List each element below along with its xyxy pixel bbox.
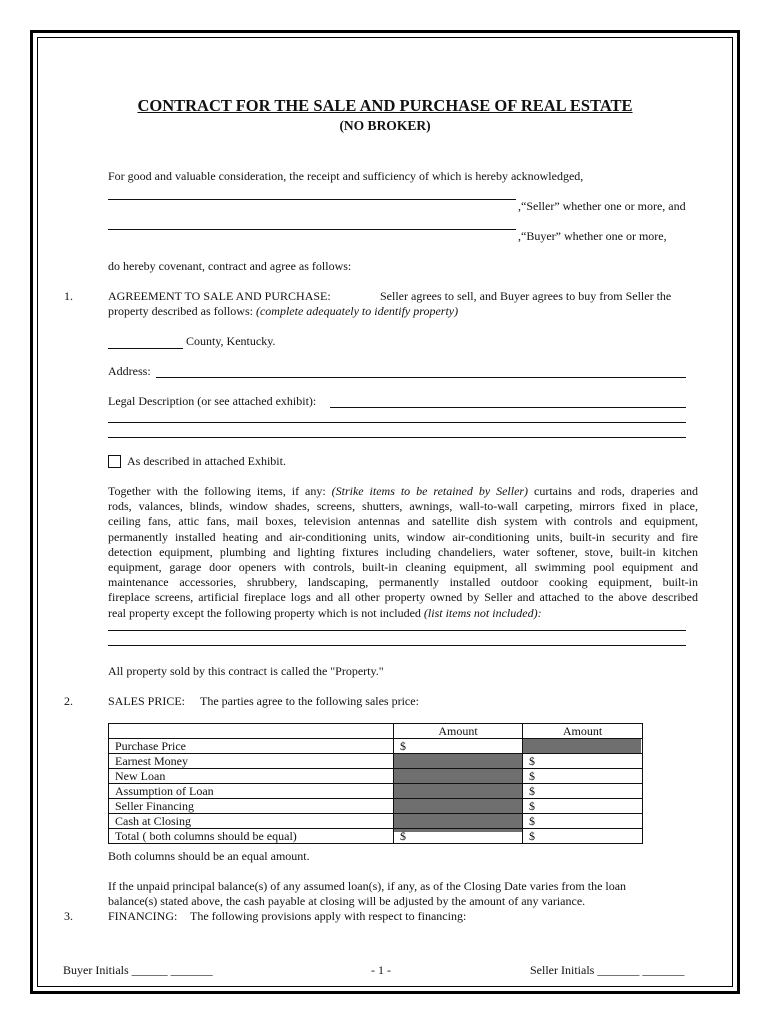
- table-row: [109, 799, 643, 814]
- buyer-label: ,“Buyer” whether one or more,: [518, 229, 667, 243]
- new-loan-amount[interactable]: $: [523, 769, 643, 784]
- strike-items-instruction: (Strike items to be retained by Seller): [331, 484, 529, 498]
- items-line-1c: curtains and rods, draperies and: [528, 484, 698, 498]
- items-line-1: [108, 484, 698, 499]
- section-1-line2: [108, 304, 458, 319]
- section-1-heading: AGREEMENT TO SALE AND PURCHASE:: [108, 289, 331, 303]
- exhibit-checkbox[interactable]: [108, 455, 121, 468]
- table-row: [109, 814, 643, 829]
- intro-text: For good and valuable consideration, the receipt and sufficiency of which is hereby acknowledged,: [108, 169, 584, 183]
- legal-description-label: Legal Description (or see attached exhibit):: [108, 394, 317, 408]
- document-title: CONTRACT FOR THE SALE AND PURCHASE OF REAL ESTATE: [137, 96, 633, 115]
- items-line-4: permanently installed heating and air-conditioning units, window air-conditioning units, built-in security and fire: [108, 529, 698, 544]
- seller-label: ,“Seller” whether one or more, and: [518, 199, 686, 213]
- county-label: County, Kentucky.: [186, 334, 276, 348]
- earnest-money-amount[interactable]: $: [523, 754, 643, 769]
- excluded-items-field[interactable]: [108, 630, 686, 631]
- table-header-amount-1: Amount: [394, 724, 523, 739]
- seller-name-field[interactable]: [108, 199, 516, 200]
- items-line-8: fireplace screens, artificial fireplace logs and all other property owned by Seller and attached to the above described: [108, 590, 698, 605]
- variance-text-2: balance(s) stated above, the cash payable at closing will be adjusted by the amount of any variance.: [108, 894, 586, 908]
- sales-price-table: [108, 723, 643, 844]
- total-amount-2[interactable]: $: [523, 829, 643, 844]
- identify-property-instruction: (complete adequately to identify property): [255, 304, 459, 318]
- buyer-name-field[interactable]: [108, 229, 516, 230]
- table-row: [109, 784, 643, 799]
- total-amount-1[interactable]: $: [394, 829, 523, 844]
- table-row: [109, 829, 643, 844]
- section-2-heading: SALES PRICE:: [108, 694, 186, 708]
- items-line-9: [108, 606, 698, 621]
- section-1-text: Seller agrees to sell, and Buyer agrees to buy from Seller the: [380, 289, 672, 303]
- table-header-amount-2: Amount: [523, 724, 643, 739]
- buyer-initials[interactable]: Buyer Initials ______ _______: [63, 963, 213, 977]
- items-line-3: ceiling fans, attic fans, mail boxes, television antennas and satellite dish system with controls and equipment,: [108, 514, 698, 529]
- amount-cell: [523, 739, 643, 754]
- variance-text-1: If the unpaid principal balance(s) of any assumed loan(s), if any, as of the Closing Date varies from the loan: [108, 879, 627, 893]
- exhibit-label: As described in attached Exhibit.: [127, 454, 286, 468]
- items-line-1a: Together with the following items, if any:: [108, 484, 332, 498]
- covenant-text: do hereby covenant, contract and agree as follows:: [108, 259, 352, 273]
- excluded-items-field-2[interactable]: [108, 645, 686, 646]
- address-label: Address:: [108, 364, 151, 378]
- items-line-2: rods, valances, blinds, window shades, screens, shutters, awnings, wall-to-wall carpeting, mirrors fixed in place,: [108, 499, 698, 514]
- seller-financing-amount[interactable]: $: [523, 799, 643, 814]
- amount-cell: [394, 784, 523, 799]
- seller-initials[interactable]: Seller Initials _______ _______: [530, 963, 685, 977]
- items-line-9a: real property except the following property which is not included: [108, 605, 424, 620]
- items-line-6: equipment, garage door openers with controls, built-in cleaning equipment, all swimming pool equipment and: [108, 560, 698, 575]
- amount-cell: [394, 799, 523, 814]
- amount-cell: [394, 814, 523, 829]
- row-label: Total ( both columns should be equal): [109, 829, 394, 844]
- amount-cell: [394, 754, 523, 769]
- assumption-of-loan-amount[interactable]: $: [523, 784, 643, 799]
- purchase-price-amount[interactable]: $: [394, 739, 523, 754]
- property-definition: All property sold by this contract is called the "Property.": [108, 664, 384, 678]
- table-row: [109, 769, 643, 784]
- table-row: [109, 754, 643, 769]
- row-label: Seller Financing: [109, 799, 394, 814]
- row-label: Assumption of Loan: [109, 784, 394, 799]
- row-label: Cash at Closing: [109, 814, 394, 829]
- document-subtitle: (NO BROKER): [339, 118, 431, 133]
- county-field[interactable]: [108, 348, 183, 349]
- section-2-text: The parties agree to the following sales price:: [200, 694, 419, 708]
- equal-amount-note: Both columns should be an equal amount.: [108, 849, 310, 863]
- section-3-text: The following provisions apply with respect to financing:: [190, 909, 467, 923]
- row-label: Earnest Money: [109, 754, 394, 769]
- table-row: [109, 739, 643, 754]
- amount-cell: [394, 769, 523, 784]
- items-line-7: maintenance accessories, shrubbery, landscaping, permanently installed outdoor cooking equipment, built-in: [108, 575, 698, 590]
- table-header: [109, 724, 394, 739]
- address-field[interactable]: [156, 377, 686, 378]
- list-items-instruction: (list items not included):: [423, 605, 542, 620]
- row-label: Purchase Price: [109, 739, 394, 754]
- table-header-row: [109, 724, 643, 739]
- section-3-number: 3.: [64, 909, 73, 923]
- section-1-number: 1.: [64, 289, 73, 303]
- page-number: - 1 -: [371, 963, 391, 977]
- legal-description-field-2[interactable]: [108, 422, 686, 423]
- row-label: New Loan: [109, 769, 394, 784]
- cash-at-closing-amount[interactable]: $: [523, 814, 643, 829]
- items-line-5: detection equipment, plumbing and lighting fixtures including chandeliers, water softener, stove, built-in kitchen: [108, 544, 698, 559]
- property-described-text: property described as follows:: [108, 304, 256, 318]
- included-items-paragraph: [108, 484, 698, 621]
- legal-description-field-3[interactable]: [108, 437, 686, 438]
- section-2-number: 2.: [64, 694, 73, 708]
- section-3-heading: FINANCING:: [108, 909, 178, 923]
- legal-description-field[interactable]: [330, 407, 686, 408]
